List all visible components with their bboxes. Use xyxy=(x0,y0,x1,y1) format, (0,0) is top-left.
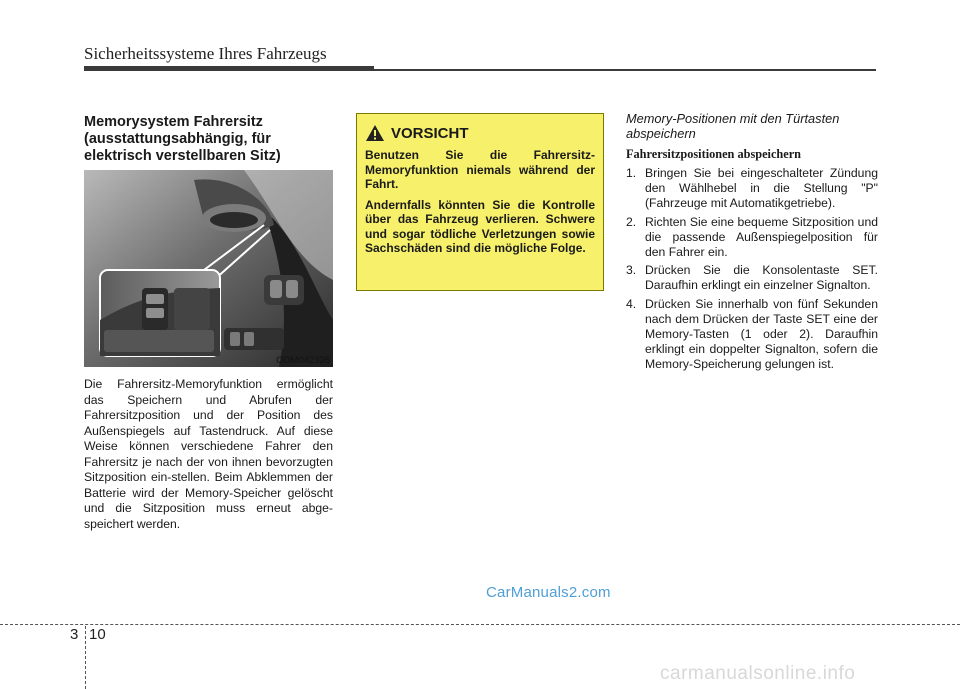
section-title-line: (ausstattungsabhängig, für xyxy=(84,131,271,147)
step-text: Drücken Sie die Konsolentaste SET. Daraufhin erklingt ein einzelner Signalton. xyxy=(645,263,878,293)
page-separator xyxy=(85,626,86,689)
section-number: 3 xyxy=(70,626,79,643)
step-number: 4. xyxy=(626,296,637,311)
list-item xyxy=(626,166,878,212)
step-text: Drücken Sie innerhalb von fünf Sekunden nach dem Drücken der Taste SET eine der Memory-Tasten (1 oder 2). Daraufhin erklingt ein doppelter Signalton, sofern die Memory-Speicherung gelungen ist. xyxy=(645,296,878,372)
door-panel-illustration xyxy=(84,170,333,367)
warning-triangle-icon xyxy=(365,124,385,142)
page-header-title: Sicherheitssysteme Ihres Fahrzeugs xyxy=(84,44,327,63)
door-memory-switch-photo xyxy=(84,170,333,367)
section-body-text: Die Fahrersitz-Memoryfunktion ermöglicht das Speichern und Abrufen der Fahrersitzposition und der Position des Außenspiegels auf Tastendruck. Auf diese Weise können verschiedene Fahrer den Fahrersitz je nach der von ihnen bevorzugten Sitzposition ein-stellen. Beim Abklemmen der Batterie wird der Memory-Speicher gelöscht und die Sitzposition muss erneut abge-speichert werden. xyxy=(84,377,333,531)
bottom-watermark: carmanualsonline.info xyxy=(660,663,856,684)
step-text: Bringen Sie bei eingeschalteter Zündung den Wählhebel in die Stellung "P" (Fahrzeuge mit Automatikgetriebe). xyxy=(645,166,878,211)
page-number: 10 xyxy=(89,626,106,643)
image-code-label: ODM042335 xyxy=(276,355,330,366)
list-item xyxy=(626,263,878,293)
header-rule xyxy=(374,69,876,71)
carmanuals-watermark[interactable]: CarManuals2.com xyxy=(486,584,611,601)
section-title-line: elektrisch verstellbaren Sitz) xyxy=(84,148,281,164)
list-item xyxy=(626,297,878,373)
instructions-heading: Memory-Positionen mit den Türtasten abspeichern xyxy=(626,111,840,141)
instruction-steps xyxy=(626,166,878,373)
warning-paragraph-2: Andernfalls könnten Sie die Kontrolle über das Fahrzeug verlieren. Schwere und sogar tödliche Verletzungen sowie Sachschäden sind die mögliche Folge. xyxy=(365,197,595,255)
step-number: 2. xyxy=(626,214,637,229)
instructions-subheading: Fahrersitzpositionen abspeichern xyxy=(626,147,802,161)
step-text: Richten Sie eine bequeme Sitzposition und die passende Außenspiegelposition für den Fahrer ein. xyxy=(645,214,878,260)
warning-paragraph-1: Benutzen Sie die Fahrersitz-Memoryfunktion niemals während der Fahrt. xyxy=(365,148,595,191)
step-number: 1. xyxy=(626,166,637,180)
header-bar xyxy=(84,66,374,71)
footer-rule xyxy=(0,624,960,625)
list-item xyxy=(626,215,878,261)
warning-title: VORSICHT xyxy=(391,124,469,142)
warning-header xyxy=(365,124,595,142)
warning-box xyxy=(356,113,604,291)
section-title-line: Memorysystem Fahrersitz xyxy=(84,114,263,130)
section-title xyxy=(84,114,333,165)
step-number: 3. xyxy=(626,263,637,278)
instructions-column xyxy=(626,111,878,376)
